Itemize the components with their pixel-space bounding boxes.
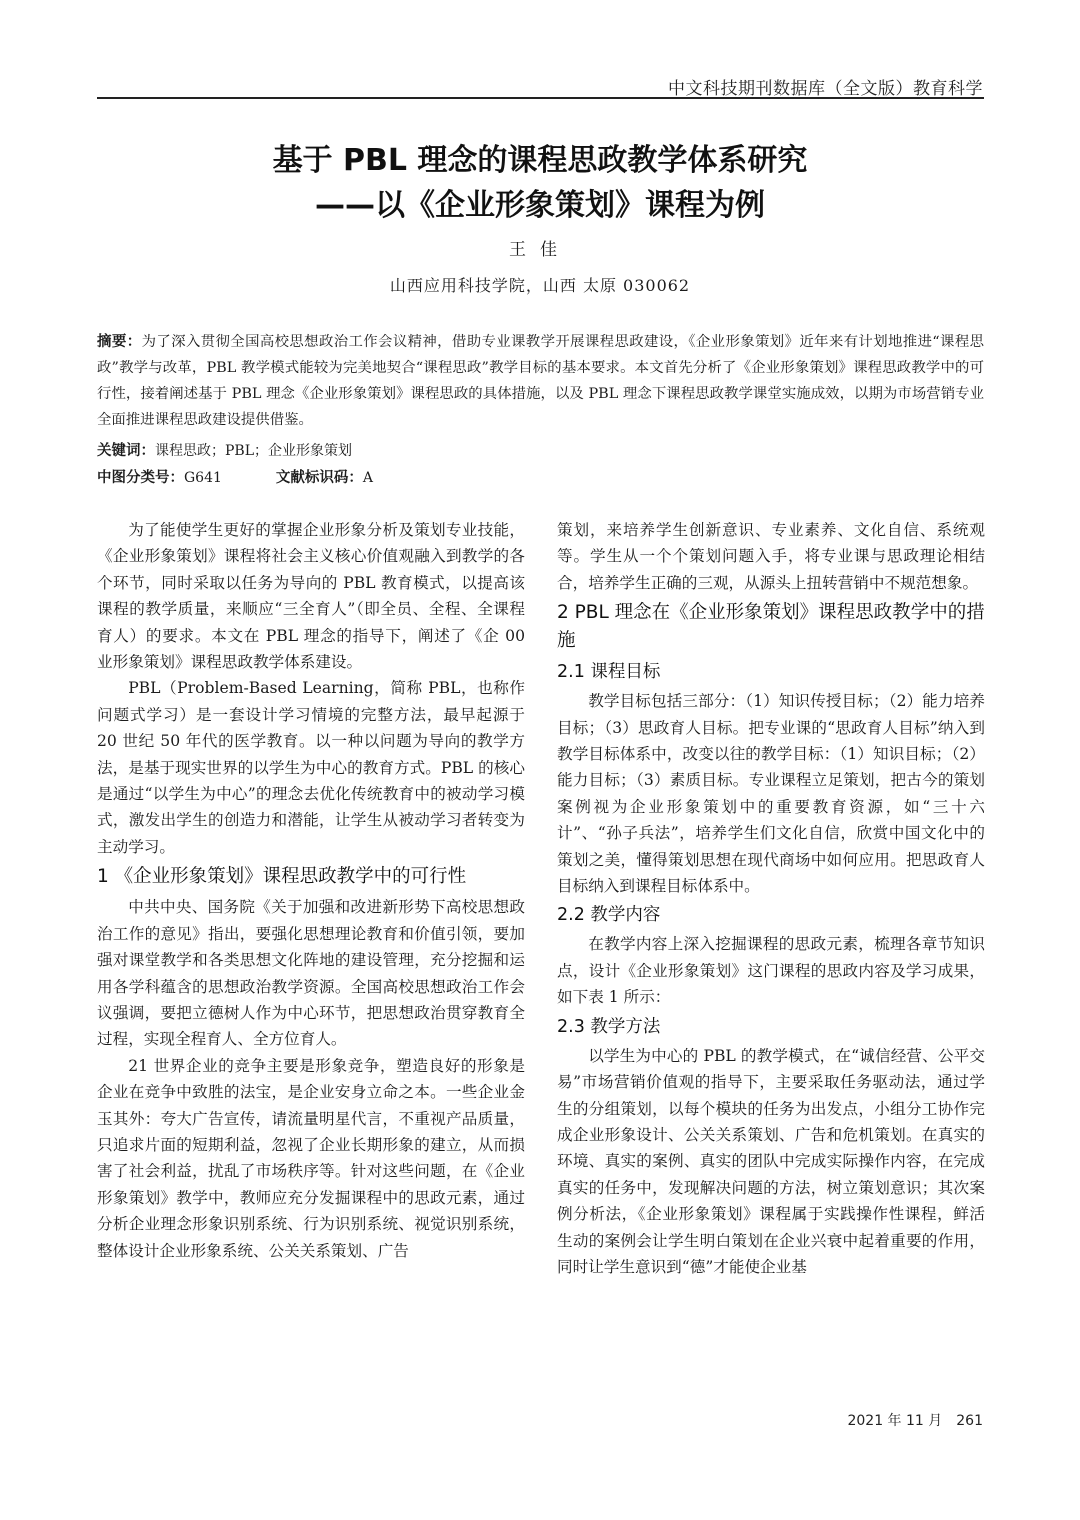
issue-date: 2021 年 11 月 <box>847 1413 943 1429</box>
keywords-label: 关键词： <box>97 443 155 459</box>
page-footer <box>847 1410 983 1430</box>
clc-label: 中图分类号： <box>97 470 184 486</box>
paper-subtitle: ——以《企业形象策划》课程为例 <box>315 188 765 223</box>
subsection-heading-2-3: 2.3 教学方法 <box>557 1016 661 1037</box>
doc-code-label: 文献标识码： <box>275 470 363 486</box>
body-paragraph: 策划，来培养学生创新意识、专业素养、文化自信、系统观等。学生从一个个策划问题入手，将专业课与思政理论相结合，培养学生正确的三观，从源头上扭转营销中不规范想象。 <box>557 521 985 592</box>
header-rule <box>97 97 984 99</box>
abstract-text: 为了深入贯彻全国高校思想政治工作会议精神，借助专业课教学开展课程思政建设，《企业形象策划》近年来有计划地推进“课程思政”教学与改革，PBL 教学模式能较为完美地契合“课程思政”教学目标的基本要求。本文首先分析了《企业形象策划》课程思政教学中的可行性，接着阐述基于 PBL 理念《企业形象策划》课程思政的具体措施，以及 PBL 理念下课程思政教学课堂实施成效，以期为市场营销专业全面推进课程思政建设提供借鉴。 <box>97 334 984 428</box>
affiliation: 山西应用科技学院，山西 太原 030062 <box>389 276 691 295</box>
keywords-text: 课程思政；PBL；企业形象策划 <box>155 443 353 459</box>
doc-code-value: A <box>362 470 374 486</box>
author: 王佳 <box>509 240 571 260</box>
section-heading-2: 2 PBL 理念在《企业形象策划》课程思政教学中的措施 <box>557 602 985 652</box>
body-paragraph: 21 世界企业的竞争主要是形象竞争，塑造良好的形象是企业在竞争中致胜的法宝，是企业安身立命之本。一些企业金玉其外：夸大广告宣传，请流量明星代言，不重视产品质量，只追求片面的短期利益，忽视了企业长期形象的建立，从而损害了社会利益，扰乱了市场秩序等。针对这些问题，在《企业形象策划》教学中，教师应充分发掘课程中的思政元素，通过分析企业理念形象识别系统、行为识别系统、视觉识别系统，整体设计企业形象系统、公关关系策划、广告 <box>97 1056 525 1260</box>
subsection-heading-2-2: 2.2 教学内容 <box>557 905 661 926</box>
body-paragraph: 中共中央、国务院《关于加强和改进新形势下高校思想政治工作的意见》指出，要强化思想理论教育和价值引领，要加强对课堂教学和各类思想文化阵地的建设管理，充分挖掘和运用各学科蕴含的思想政治教学资源。全国高校思想政治工作会议强调，要把立德树人作为中心环节，把思想政治贯穿教育全过程，实现全程育人、全方位育人。 <box>97 898 525 1049</box>
body-paragraph: 教学目标包括三部分：（1）知识传授目标；（2）能力培养目标；（3）思政育人目标。把专业课的“思政育人目标”纳入到教学目标体系中，改变以往的教学目标：（1）知识目标；（2）能力目标；（3）素质目标。专业课程立足策划，把古今的策划案例视为企业形象策划中的重要教育资源，如“三十六计”、“孙子兵法”，培养学生们文化自信，欣赏中国文化中的策划之美，懂得策划思想在现代商场中如何应用。把思政育人目标纳入到课程目标体系中。 <box>557 692 985 896</box>
abstract <box>97 329 984 433</box>
paper-title: 基于 PBL 理念的课程思政教学体系研究 <box>272 143 808 178</box>
body-paragraph: 为了能使学生更好的掌握企业形象分析及策划专业技能，《企业形象策划》课程将社会主义核心价值观融入到教学的各个环节，同时采取以任务为导向的 PBL 教育模式，以提高该课程的教学质量，来顺应“三全育人”（即全员、全程、全课程育人）的要求。本文在 PBL 理念的指导下，阐述了《企 00 业形象策划》课程思政教学体系建设。 <box>97 521 525 672</box>
body-paragraph: 以学生为中心的 PBL 的教学模式，在“诚信经营、公平交易”市场营销价值观的指导下，主要采取任务驱动法，通过学生的分组策划，以每个模块的任务为出发点，小组分工协作完成企业形象设计、公关关系策划、广告和危机策划。在真实的环境、真实的案例、真实的团队中完成实际操作内容，在完成真实的任务中，发现解决问题的方法，树立策划意识；其次案例分析法，《企业形象策划》课程属于实践操作性课程，鲜活生动的案例会让学生明白策划在企业兴衰中起着重要的作用，同时让学生意识到“德”才能使企业基 <box>557 1046 985 1276</box>
keywords <box>97 439 352 460</box>
section-heading-1: 1 《企业形象策划》课程思政教学中的可行性 <box>97 866 467 888</box>
classification-line <box>97 466 373 487</box>
body-column-right <box>557 517 985 1280</box>
abstract-label: 摘要： <box>97 334 142 350</box>
body-paragraph: 在教学内容上深入挖掘课程的思政元素，梳理各章节知识点，设计《企业形象策划》这门课程的思政内容及学习成果，如下表 1 所示： <box>557 935 985 1007</box>
journal-header: 中文科技期刊数据库（全文版）教育科学 <box>668 79 983 99</box>
body-paragraph: PBL（Problem-Based Learning，简称 PBL，也称作问题式学习）是一套设计学习情境的完整方法，最早起源于 20 世纪 50 年代的医学教育。以一种以问题为导向的教学方法，是基于现实世界的以学生为中心的教育方式。PBL 的核心是通过“以学生为中心”的理念去优化传统教育中的被动学习模式，激发出学生的创造力和潜能，让学生从被动学习者转变为主动学习。 <box>97 679 525 856</box>
clc-value: G641 <box>184 470 222 486</box>
subsection-heading-2-1: 2.1 课程目标 <box>557 662 661 683</box>
page-number: 261 <box>956 1413 983 1429</box>
body-column-left <box>97 517 525 1264</box>
